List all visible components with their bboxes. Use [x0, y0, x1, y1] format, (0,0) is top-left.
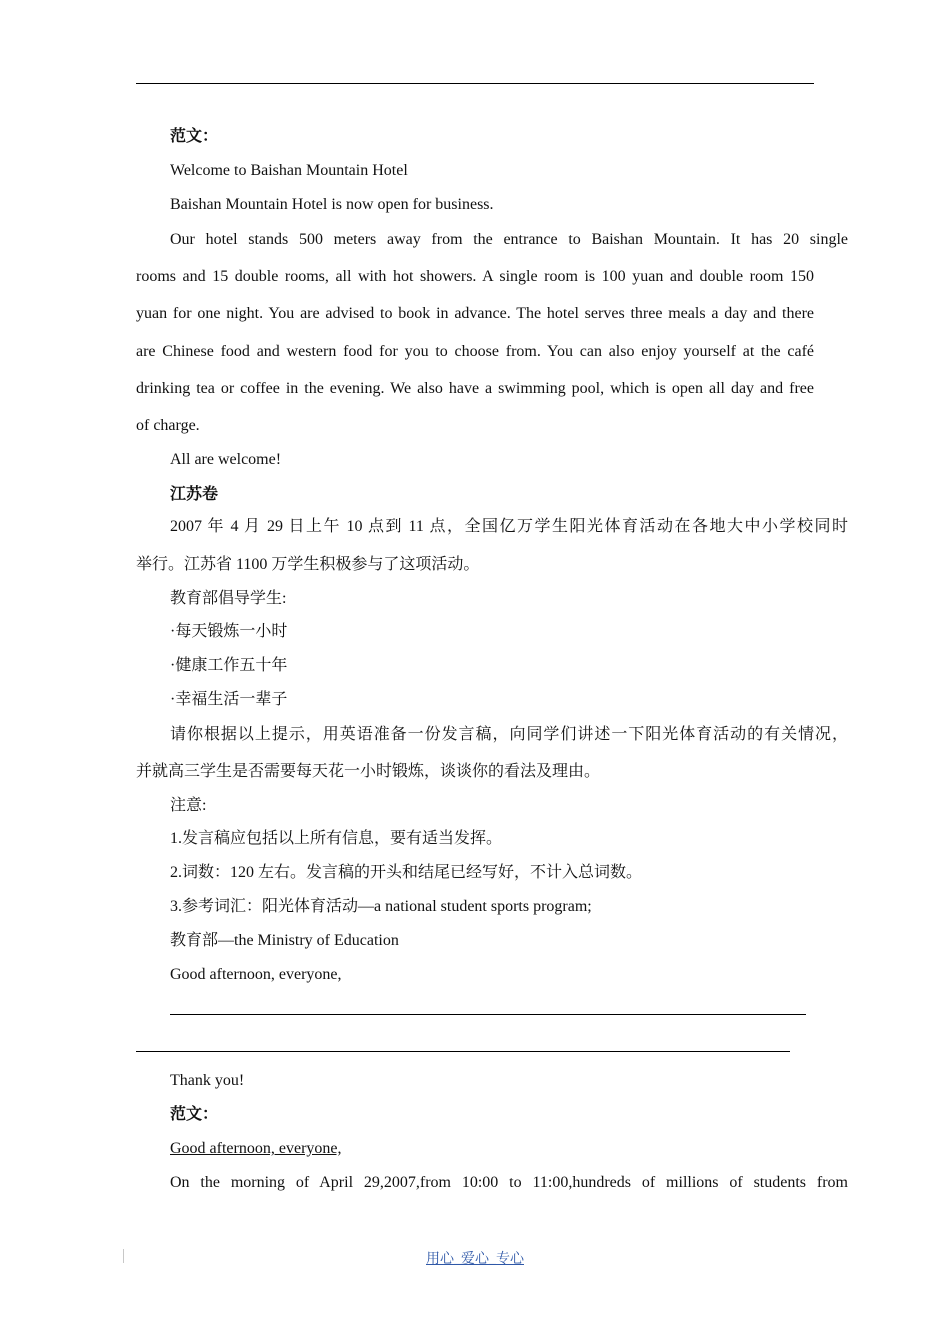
speech-greeting: Good afternoon, everyone,	[170, 966, 342, 983]
answer-blank-line	[136, 1051, 790, 1052]
bullet-item: ·每天锻炼一小时	[170, 623, 288, 640]
hotel-body-line: drinking tea or coffee in the evening. We also have a swimming pool, which is open all day and free	[136, 380, 814, 397]
sample-greeting	[136, 1139, 848, 1159]
sample-label: 范文：	[170, 128, 219, 145]
sample-greeting-text: Good afternoon, everyone,	[170, 1140, 342, 1157]
hotel-body-line: yuan for one night. You are advised to book in advance. The hotel serves three meals a day and there	[136, 305, 814, 322]
bullet-item: ·健康工作五十年	[170, 657, 288, 674]
task-line: 并就高三学生是否需要每天花一小时锻炼，谈谈你的看法及理由。	[136, 763, 601, 780]
section-heading: 江苏卷	[170, 486, 219, 503]
hotel-title: Welcome to Baishan Mountain Hotel	[170, 162, 408, 179]
notes-label: 注意:	[170, 797, 207, 814]
answer-blank-line	[170, 1014, 806, 1015]
note-item: 3.参考词汇：阳光体育活动—a national student sports program;	[170, 898, 592, 915]
bullet-item: ·幸福生活一辈子	[170, 691, 288, 708]
hotel-intro: Baishan Mountain Hotel is now open for business.	[170, 196, 494, 213]
note-item: 2.词数：120 左右。发言稿的开头和结尾已经写好，不计入总词数。	[170, 864, 643, 881]
hotel-body-line: of charge.	[136, 417, 200, 434]
note-item: 1.发言稿应包括以上所有信息，要有适当发挥。	[170, 830, 503, 847]
header-rule	[136, 83, 814, 84]
prompt-paragraph-line: 举行。江苏省 1100 万学生积极参与了这项活动。	[136, 556, 480, 573]
hotel-body-line: Our hotel stands 500 meters away from the entrance to Baishan Mountain. It has 20 single	[170, 231, 848, 248]
sample-body-line: On the morning of April 29,2007,from 10:00 to 11:00,hundreds of millions of students from	[170, 1174, 848, 1191]
footer	[0, 1248, 950, 1268]
hotel-closing: All are welcome!	[170, 451, 282, 468]
sample-label: 范文：	[170, 1106, 219, 1123]
prompt-paragraph-line: 2007 年 4 月 29 日上午 10 点到 11 点，全国亿万学生阳光体育活动在各地大中小学校同时	[170, 518, 848, 535]
vocab-item: 教育部—the Ministry of Education	[170, 932, 399, 949]
footer-text: 用心_爱心_专心	[426, 1252, 524, 1267]
hotel-body-line: are Chinese food and western food for you to choose from. You can also enjoy yourself at the café	[136, 343, 814, 360]
ministry-intro: 教育部倡导学生:	[170, 590, 287, 607]
task-line: 请你根据以上提示，用英语准备一份发言稿，向同学们讲述一下阳光体育活动的有关情况，	[170, 726, 848, 743]
speech-thanks: Thank you!	[170, 1072, 245, 1089]
hotel-body-line: rooms and 15 double rooms, all with hot showers. A single room is 100 yuan and double room 150	[136, 268, 814, 285]
